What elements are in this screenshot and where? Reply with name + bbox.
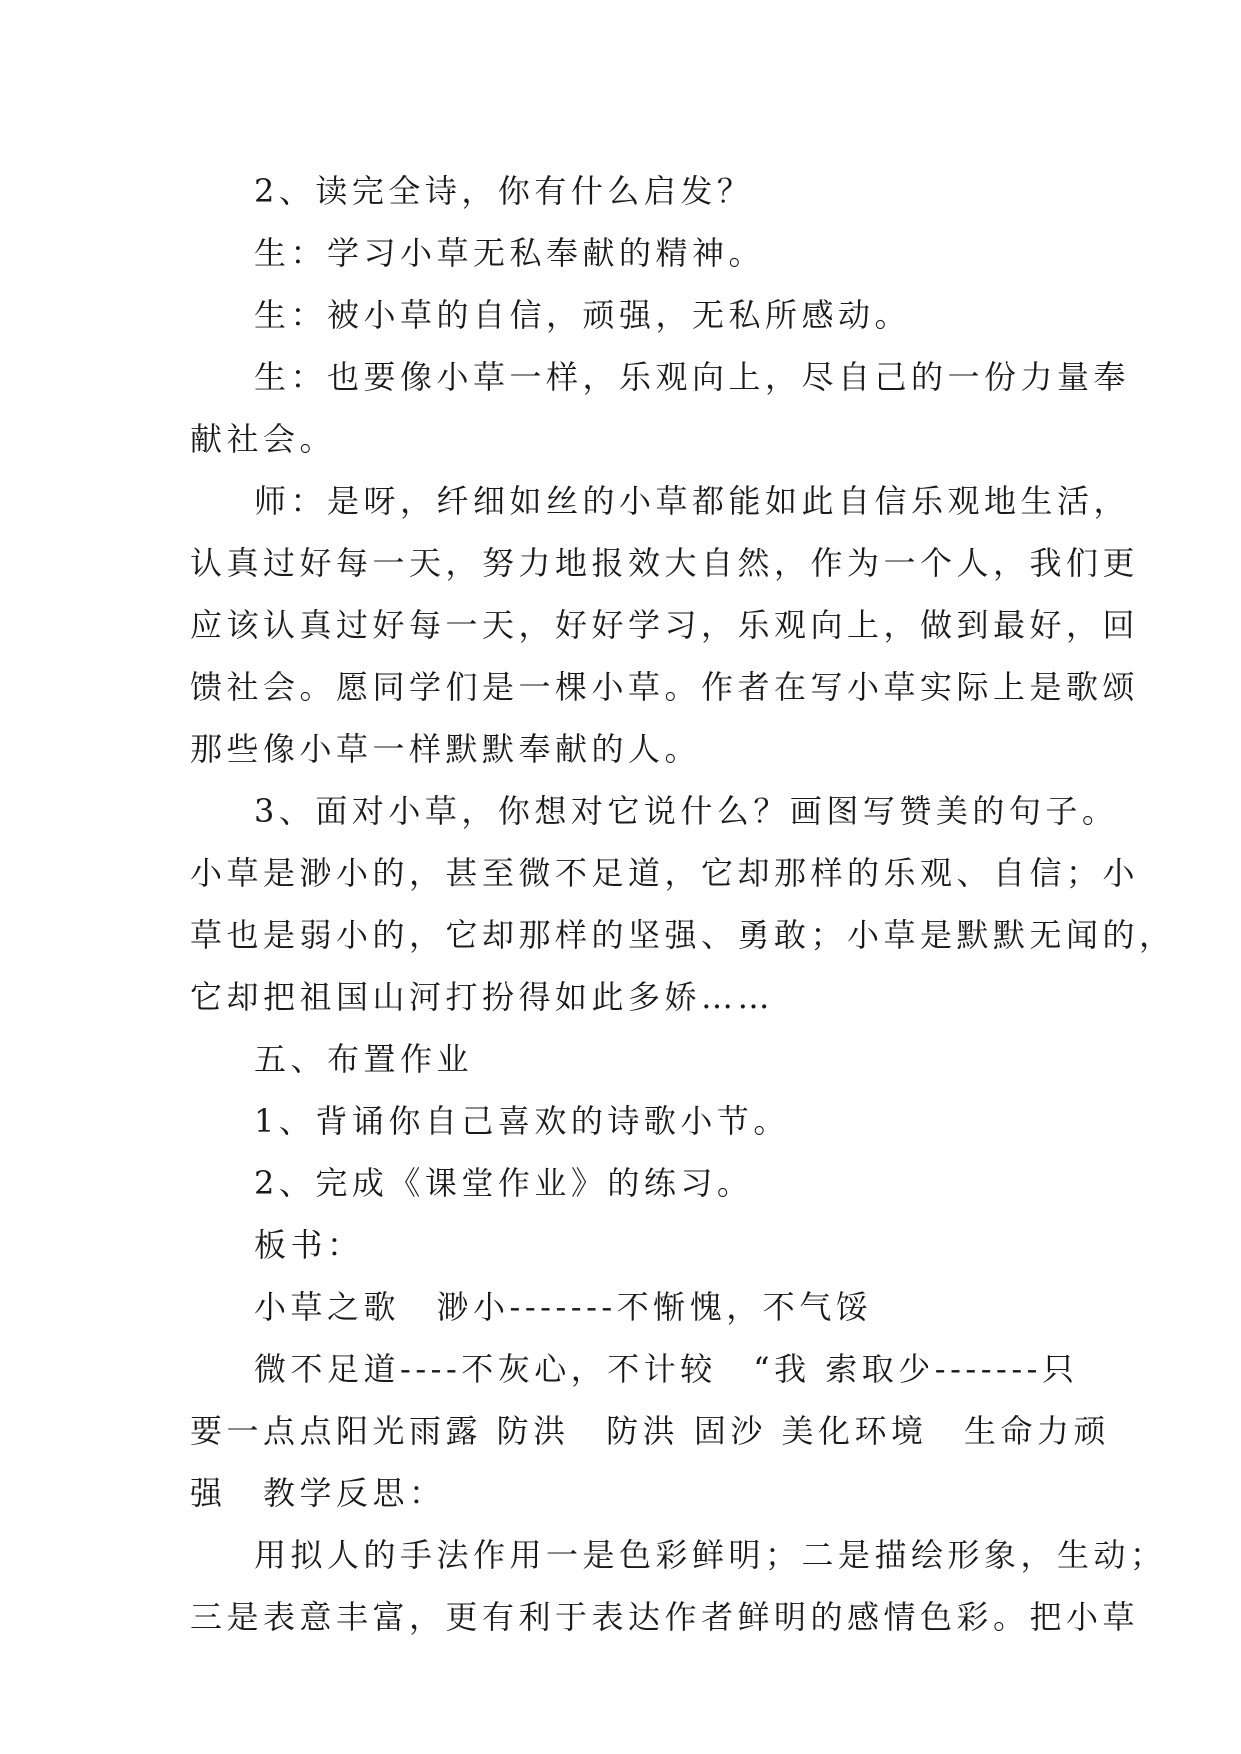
text-line: 草也是弱小的，它却那样的坚强、勇敢；小草是默默无闻的， [190, 916, 1176, 954]
text-line: 献社会。 [190, 420, 337, 458]
text-line: 用拟人的手法作用一是色彩鲜明；二是描绘形象，生动； [254, 1536, 1167, 1574]
text-line: 微不足道----不灰心，不计较 “我 索取少-------只 [254, 1350, 1079, 1388]
section-heading: 五、布置作业 [254, 1040, 474, 1078]
text-line: 生：被小草的自信，顽强，无私所感动。 [254, 296, 912, 334]
text-line: 三是表意丰富，更有利于表达作者鲜明的感情色彩。把小草 [190, 1598, 1140, 1636]
document-body [190, 160, 1176, 1648]
text-line: 小草是渺小的，甚至微不足道，它却那样的乐观、自信；小 [190, 854, 1140, 892]
text-line: 3、面对小草，你想对它说什么？画图写赞美的句子。 [254, 792, 1119, 830]
text-line: 认真过好每一天，努力地报效大自然，作为一个人，我们更 [190, 544, 1140, 582]
text-line: 它却把祖国山河打扮得如此多娇…… [190, 978, 775, 1016]
text-line: 生：也要像小草一样，乐观向上，尽自己的一份力量奉 [254, 358, 1131, 396]
text-line: 2、完成《课堂作业》的练习。 [254, 1164, 754, 1202]
text-line: 强 教学反思： [190, 1474, 446, 1512]
text-line: 要一点点阳光雨露 防洪 防洪 固沙 美化环境 生命力顽 [190, 1412, 1111, 1450]
text-line: 那些像小草一样默默奉献的人。 [190, 730, 702, 768]
text-line: 2、读完全诗，你有什么启发？ [254, 172, 754, 210]
section-heading: 板书： [254, 1226, 364, 1264]
text-line: 师：是呀，纤细如丝的小草都能如此自信乐观地生活， [254, 482, 1131, 520]
text-line: 应该认真过好每一天，好好学习，乐观向上，做到最好，回 [190, 606, 1140, 644]
text-line: 馈社会。愿同学们是一棵小草。作者在写小草实际上是歌颂 [190, 668, 1140, 706]
text-line: 1、背诵你自己喜欢的诗歌小节。 [254, 1102, 790, 1140]
text-line: 小草之歌 渺小-------不惭愧，不气馁 [254, 1288, 873, 1326]
text-line: 生：学习小草无私奉献的精神。 [254, 234, 766, 272]
